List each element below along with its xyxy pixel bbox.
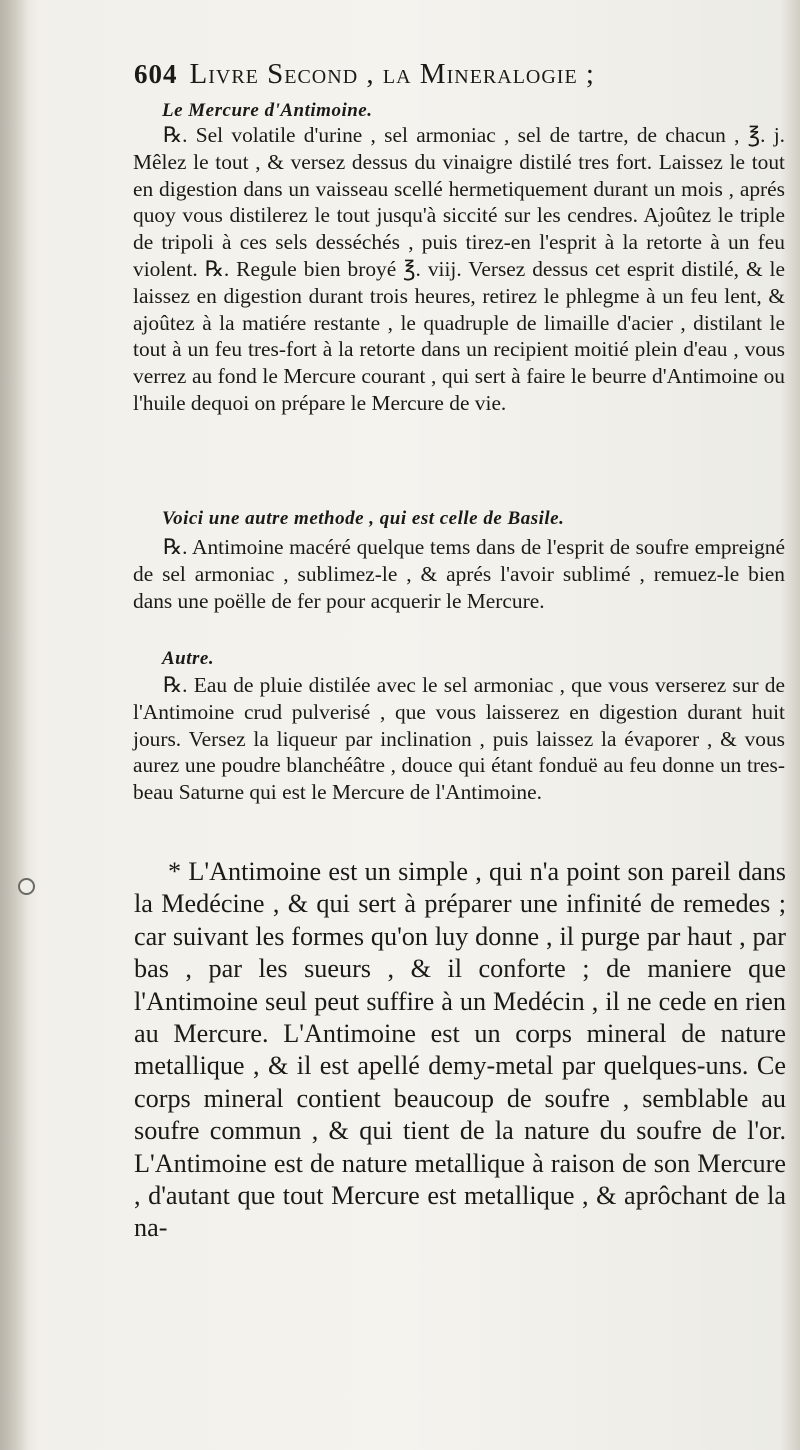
paragraph: ℞. Eau de pluie distilée avec le sel armoniac , que vous verserez sur de l'Antimoine crud pulverisé , que vous laisserez en digestion durant huit jours. Versez la liqueur par inclination , puis laissez la évaporer , & vous aurez une poudre blanchéâtre , douce qui étant fonduë au feu donne un tres-beau Saturne qui est le Mercure de l'Antimoine. — [133, 673, 785, 805]
section-body-autre — [133, 672, 785, 806]
section-heading-basile: Voici une autre methode , qui est celle de Basile. — [162, 508, 565, 529]
paragraph: ℞. Sel volatile d'urine , sel armoniac , sel de tartre, de chacun , ℥. j. Mêlez le tout , & versez dessus du vinaigre distilé tres fort. Laissez le tout en digestion dans un vaisseau scellé hermetiquement durant un mois , aprés quoy vous distilerez le tout jusqu'à siccité sur les cendres. Ajoûtez le triple de tripoli à ces sels desséchés , puis tirez-en l'esprit à la retorte à un feu violent. ℞. Regule bien broyé ℥. viij. Versez dessus cet esprit distilé, & le laissez en digestion durant trois heures, retirez le phlegme à un feu lent, & ajoûtez à la matiére restante , le quadruple de limaille d'acier , distilant le tout à un feu tres-fort à la retorte dans un recipient moitié plein d'eau , vous verrez au fond le Mercure courant , qui sert à faire le beurre d'Antimoine ou l'huile dequoi on prépare le Mercure de vie. — [133, 123, 785, 415]
paper-hole-mark — [18, 878, 35, 895]
gutter-shadow — [0, 0, 28, 1450]
section-heading-autre: Autre. — [162, 648, 215, 669]
running-title: Livre Second , la Mineralogie ; — [189, 58, 595, 90]
paragraph: ℞. Antimoine macéré quelque tems dans de l'esprit de soufre empreigné de sel armoniac , sublimez-le , & aprés l'avoir sublimé , remuez-le bien dans une poëlle de fer pour acquerir le Mercure. — [133, 535, 785, 613]
page-number: 604 — [134, 59, 178, 89]
section-heading-mercure: Le Mercure d'Antimoine. — [162, 100, 373, 121]
section-body-mercure — [133, 122, 785, 417]
page-header — [134, 58, 774, 98]
footnote-paragraph: * L'Antimoine est un simple , qui n'a point son pareil dans la Medécine , & qui sert à préparer une infinité de remedes ; car suivant les formes qu'on luy donne , il purge par haut , par bas , par les sueurs , & il conforte ; de maniere que l'Antimoine seul peut suffire à un Medécin , il ne cede en rien au Mercure. L'Antimoine est un corps mineral de nature metallique , & il est apellé demy-metal par quelques-uns. Ce corps mineral contient beaucoup de soufre , semblable au soufre commun , & qui tient de la nature du soufre de l'or. L'Antimoine est de nature metallique à raison de son Mercure , d'autant que tout Mercure est metallique , & aprôchant de la na- — [134, 857, 786, 1243]
footnote-block — [134, 856, 786, 1245]
section-body-basile — [133, 534, 785, 614]
